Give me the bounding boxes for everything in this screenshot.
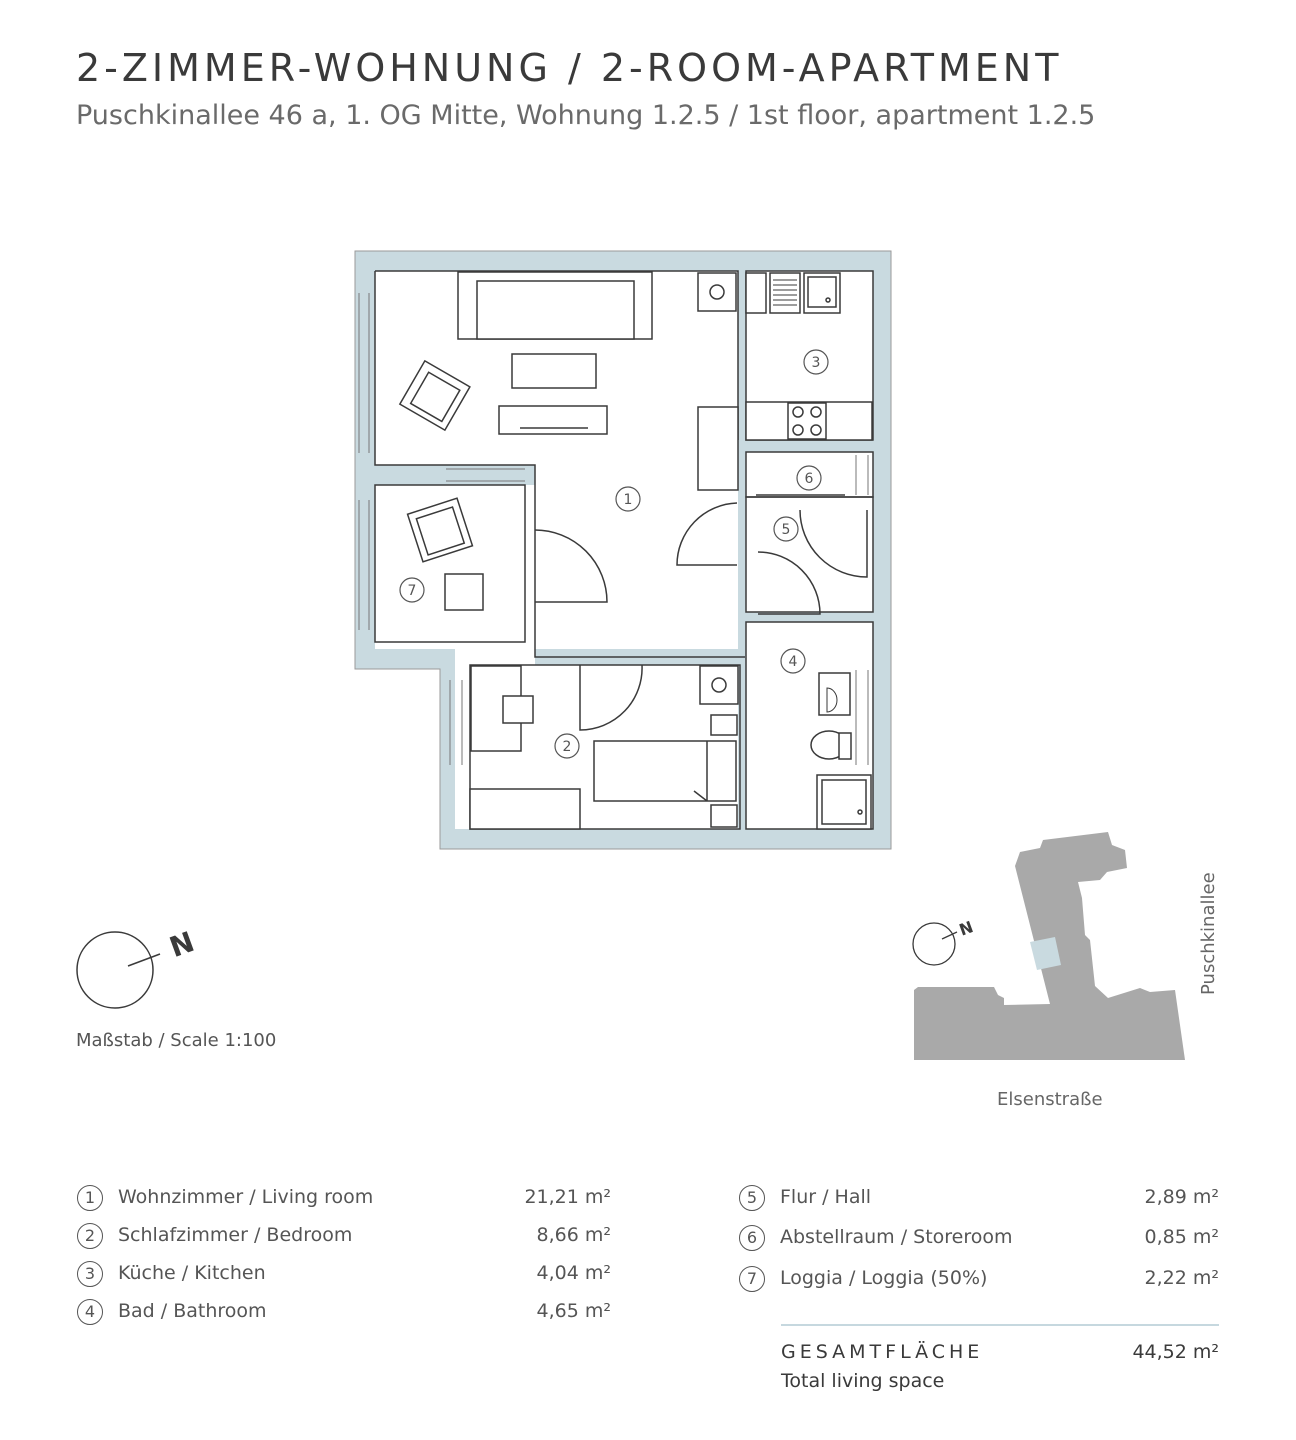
legend-area: 8,66 m² — [536, 1224, 611, 1246]
legend-row — [77, 1261, 611, 1291]
page-subtitle: Puschkinallee 46 a, 1. OG Mitte, Wohnung 1.2.5 / 1st floor, apartment 1.2.5 — [76, 100, 1096, 131]
legend-label: Bad / Bathroom — [118, 1300, 267, 1322]
legend-area: 4,04 m² — [536, 1262, 611, 1284]
compass-label: N — [165, 925, 199, 965]
marker-5: 5 — [781, 522, 791, 538]
legend-number: 6 — [739, 1225, 765, 1251]
site-plan — [913, 832, 1185, 1060]
marker-2: 2 — [562, 739, 572, 755]
legend-number: 4 — [77, 1299, 103, 1325]
total-area: 44,52 m² — [1132, 1341, 1219, 1363]
street-puschkinallee: Puschkinallee — [1198, 872, 1219, 995]
legend-label: Flur / Hall — [780, 1186, 872, 1208]
legend-row — [77, 1223, 611, 1253]
legend-row — [77, 1299, 611, 1329]
legend-row — [77, 1185, 611, 1215]
legend-number: 7 — [739, 1266, 765, 1292]
legend-area: 2,89 m² — [1144, 1186, 1219, 1208]
legend-label: Schlafzimmer / Bedroom — [118, 1224, 353, 1246]
legend-area: 21,21 m² — [524, 1186, 611, 1208]
marker-1: 1 — [623, 492, 633, 508]
scale-label: Maßstab / Scale 1:100 — [76, 1030, 277, 1051]
legend-label: Loggia / Loggia (50%) — [780, 1267, 988, 1289]
site-compass-label: N — [956, 917, 976, 940]
legend-area: 4,65 m² — [536, 1300, 611, 1322]
marker-3: 3 — [811, 355, 821, 371]
legend-row — [739, 1266, 1219, 1296]
legend-area: 0,85 m² — [1144, 1226, 1219, 1248]
legend-row — [739, 1225, 1219, 1255]
total-title: GESAMTFLÄCHE — [781, 1341, 984, 1363]
marker-7: 7 — [407, 583, 417, 599]
legend-area: 2,22 m² — [1144, 1267, 1219, 1289]
total-subtitle: Total living space — [781, 1370, 945, 1392]
legend-number: 5 — [739, 1185, 765, 1211]
legend-label: Abstellraum / Storeroom — [780, 1226, 1013, 1248]
legend-number: 3 — [77, 1261, 103, 1287]
legend-number: 1 — [77, 1185, 103, 1211]
marker-4: 4 — [788, 654, 798, 670]
legend-number: 2 — [77, 1223, 103, 1249]
furniture — [400, 272, 872, 829]
marker-6: 6 — [804, 471, 814, 487]
total-divider — [781, 1324, 1219, 1326]
north-compass — [77, 925, 198, 1008]
legend-label: Küche / Kitchen — [118, 1262, 266, 1284]
street-elsenstrasse: Elsenstraße — [997, 1089, 1103, 1110]
legend-label: Wohnzimmer / Living room — [118, 1186, 374, 1208]
legend-row — [739, 1185, 1219, 1215]
page-title: 2-ZIMMER-WOHNUNG / 2-ROOM-APARTMENT — [76, 46, 1063, 90]
